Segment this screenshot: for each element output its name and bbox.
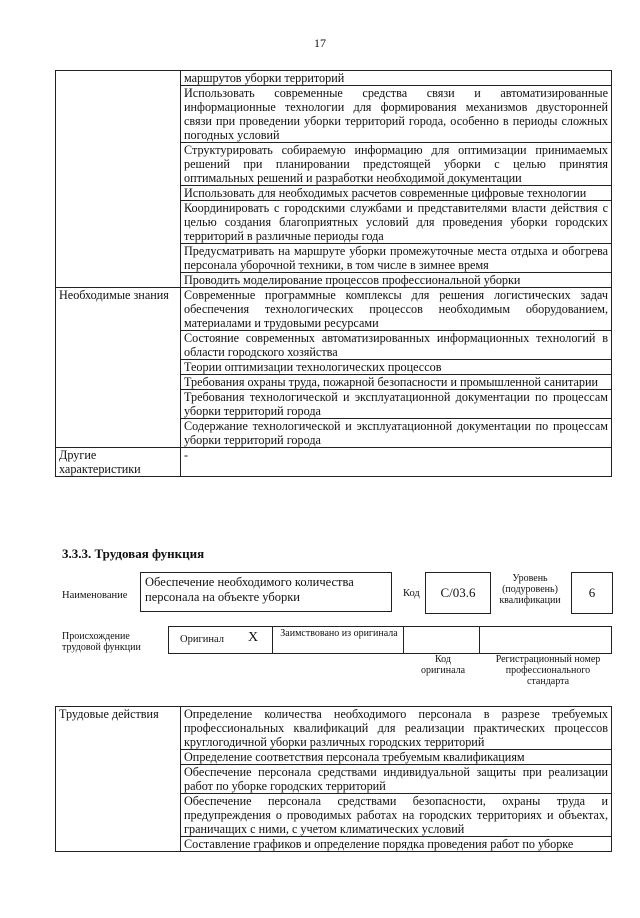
page-number: 17 <box>314 36 326 50</box>
divider <box>479 626 480 653</box>
table-cell: Современные программные комплексы для решения логистических задач обеспечения технологических процессов необходимым оборудованием, материалами и трудовыми ресурсами <box>181 288 612 331</box>
table-cell: Требования технологической и эксплуатационной документации по процессам уборки территорий города <box>181 390 612 419</box>
table-cell: Структурировать собираемую информацию для оптимизации принимаемых решений при планировании предстоящей уборки с целью принятия оптимальных решений и разработки необходимой документации <box>181 143 612 186</box>
table-cell: Использовать для необходимых расчетов современные цифровые технологии <box>181 186 612 201</box>
skills-knowledge-table <box>55 70 612 477</box>
row-label <box>56 71 181 288</box>
borrowed-label: Заимствовано из оригинала <box>280 628 398 639</box>
divider <box>403 626 404 653</box>
table-cell: Состояние современных автоматизированных информационных технологий в области городского хозяйства <box>181 331 612 360</box>
origin-label: Происхождение трудовой функции <box>62 631 141 653</box>
row-label-knowledge: Необходимые знания <box>56 288 181 448</box>
table-cell: Обеспечение персонала средствами безопасности, охраны труда и предупреждения о проводимых работах на городских территориях и объектах, граничащих с ними, с учетом климатических условий <box>181 794 612 837</box>
section-title: 3.3.3. Трудовая функция <box>62 546 205 561</box>
function-name-box <box>140 572 392 612</box>
original-label: Оригинал <box>180 634 224 645</box>
code-box <box>425 572 491 614</box>
row-label-other: Другие характеристики <box>56 448 181 477</box>
code-value: С/03.6 <box>440 585 476 600</box>
row-label-actions: Трудовые действия <box>56 707 181 852</box>
labor-actions-table <box>55 706 612 852</box>
table-cell: Обеспечение персонала средствами индивидуальной защиты при реализации работ по уборке городских территорий <box>181 765 612 794</box>
table-cell: маршрутов уборки территорий <box>181 71 612 86</box>
original-mark: X <box>248 630 259 645</box>
table-cell: Использовать современные средства связи и автоматизированные информационные технологии для формирования механизмов двусторонней связи при проведении уборки территорий города, особенно в периоды сложных погодных условий <box>181 86 612 143</box>
level-box <box>571 572 613 614</box>
code-original-label: Код оригинала <box>420 654 466 676</box>
function-name: Обеспечение необходимого количества персонала на объекте уборки <box>145 575 354 604</box>
level-value: 6 <box>588 585 596 600</box>
divider <box>272 626 273 653</box>
table-cell: Предусматривать на маршруте уборки промежуточные места отдыха и обогрева персонала уборочной техники, в том числе в зимнее время <box>181 244 612 273</box>
table-cell: Теории оптимизации технологических процессов <box>181 360 612 375</box>
level-label: Уровень (подуровень) квалификации <box>499 573 561 606</box>
table-cell: Содержание технологической и эксплуатационной документации по процессам уборки территорий города <box>181 419 612 448</box>
table-cell: Проводить моделирование процессов профессиональной уборки <box>181 273 612 288</box>
table-cell: Определение количества необходимого персонала в разрезе требуемых профессиональных квалификаций для реализации практических процессов круглогодичной уборки различных городских территорий <box>181 707 612 750</box>
table-cell: - <box>181 448 612 477</box>
table-cell: Координировать с городскими службами и представителями власти действия с целью создания благоприятных условий для проведения уборки городских территорий в различные периоды года <box>181 201 612 244</box>
name-label: Наименование <box>62 590 128 601</box>
reg-number-label: Регистрационный номер профессионального стандарта <box>495 654 601 687</box>
table-cell: Составление графиков и определение порядка проведения работ по уборке <box>181 837 612 852</box>
table-cell: Определение соответствия персонала требуемым квалификациям <box>181 750 612 765</box>
code-label: Код <box>403 588 420 599</box>
table-cell: Требования охраны труда, пожарной безопасности и промышленной санитарии <box>181 375 612 390</box>
